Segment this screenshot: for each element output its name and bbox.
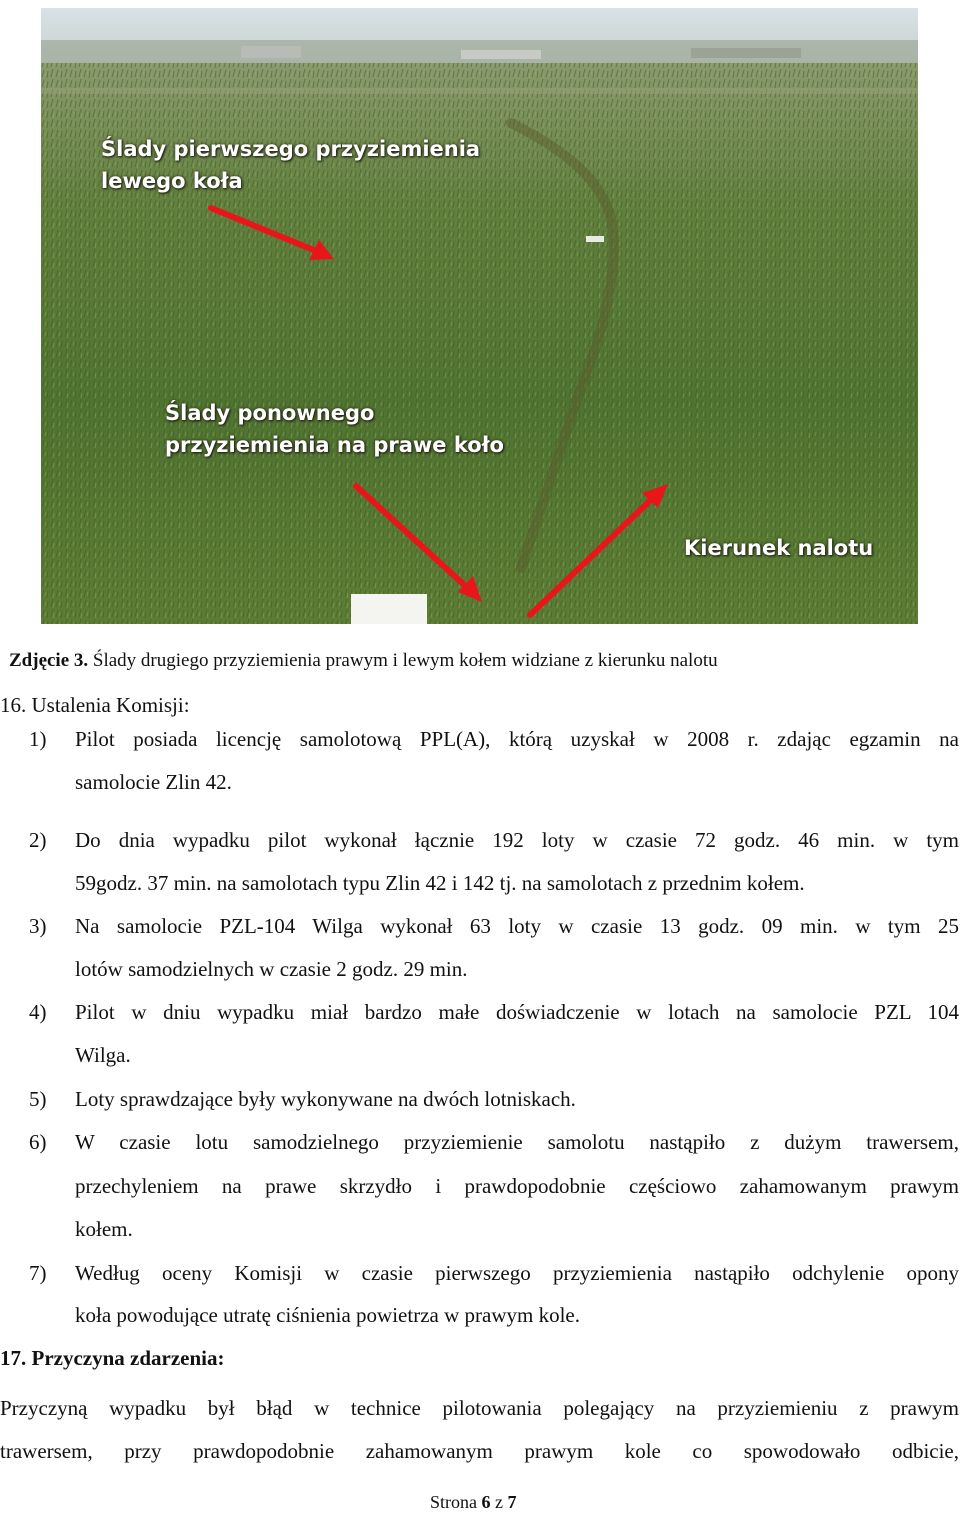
label-direction: Kierunek nalotu [684,536,874,560]
cause-line-2: trawersem, przy prawdopodobnie zahamowanym prawym kole co spowodowało odbicie, [0,1439,959,1463]
label-first-line1: Ślady pierwszego przyziemienia [101,137,481,161]
finding-line: W czasie lotu samodzielnego przyziemienie samolotu nastąpiło z dużym trawersem, [75,1130,959,1154]
label-second-touchdown [165,397,504,461]
finding-line: 59godz. 37 min. na samolotach typu Zlin 42 i 142 tj. na samolotach z przednim kołem. [75,871,805,895]
finding-number: 4) [29,1000,47,1024]
label-second-line2: przyziemienia na prawe koło [165,433,504,457]
finding-line: Pilot w dniu wypadku miał bardzo małe doświadczenie w lotach na samolocie PZL 104 [75,1000,959,1024]
finding-line: kołem. [75,1217,133,1241]
finding-line: lotów samodzielnych w czasie 2 godz. 29 min. [75,957,468,981]
finding-number: 6) [29,1130,47,1154]
finding-line: koła powodujące utratę ciśnienia powietrza w prawym kole. [75,1303,580,1327]
label-first-line2: lewego koła [101,169,243,193]
finding-number: 3) [29,914,47,938]
field-photo [41,8,918,624]
section-16-title: 16. Ustalenia Komisji: [0,693,190,717]
label-first-touchdown [101,133,480,197]
finding-number: 7) [29,1261,47,1285]
section-17-title: 17. Przyczyna zdarzenia: [0,1346,225,1370]
finding-line: Do dnia wypadku pilot wykonał łącznie 192 loty w czasie 72 godz. 46 min. w tym [75,828,959,852]
footer-page: 6 [481,1492,491,1512]
footer-mid: z [490,1492,508,1512]
finding-number: 1) [29,727,47,751]
page-footer [430,1492,517,1513]
photo-caption [9,650,718,672]
finding-line: Wilga. [75,1043,131,1067]
finding-number: 2) [29,828,47,852]
cause-line-1: Przyczyną wypadku był błąd w technice pilotowania polegający na przyziemieniu z prawym [0,1396,959,1420]
finding-number: 5) [29,1087,47,1111]
footer-prefix: Strona [430,1492,482,1512]
caption-bold: Zdjęcie 3. [9,650,89,671]
finding-line: Według oceny Komisji w czasie pierwszego przyziemienia nastąpiło odchylenie opony [75,1261,959,1285]
label-second-line1: Ślady ponownego [165,401,375,425]
finding-line: Pilot posiada licencję samolotową PPL(A), którą uzyskał w 2008 r. zdając egzamin na [75,727,959,751]
finding-line: Loty sprawdzające były wykonywane na dwóch lotniskach. [75,1087,576,1111]
finding-line: samolocie Zlin 42. [75,770,232,794]
finding-line: przechyleniem na prawe skrzydło i prawdopodobnie częściowo zahamowanym prawym [75,1174,959,1198]
finding-line: Na samolocie PZL-104 Wilga wykonał 63 loty w czasie 13 godz. 09 min. w tym 25 [75,914,959,938]
caption-text: Ślady drugiego przyziemienia prawym i lewym kołem widziane z kierunku nalotu [88,650,718,671]
footer-total: 7 [507,1492,517,1512]
